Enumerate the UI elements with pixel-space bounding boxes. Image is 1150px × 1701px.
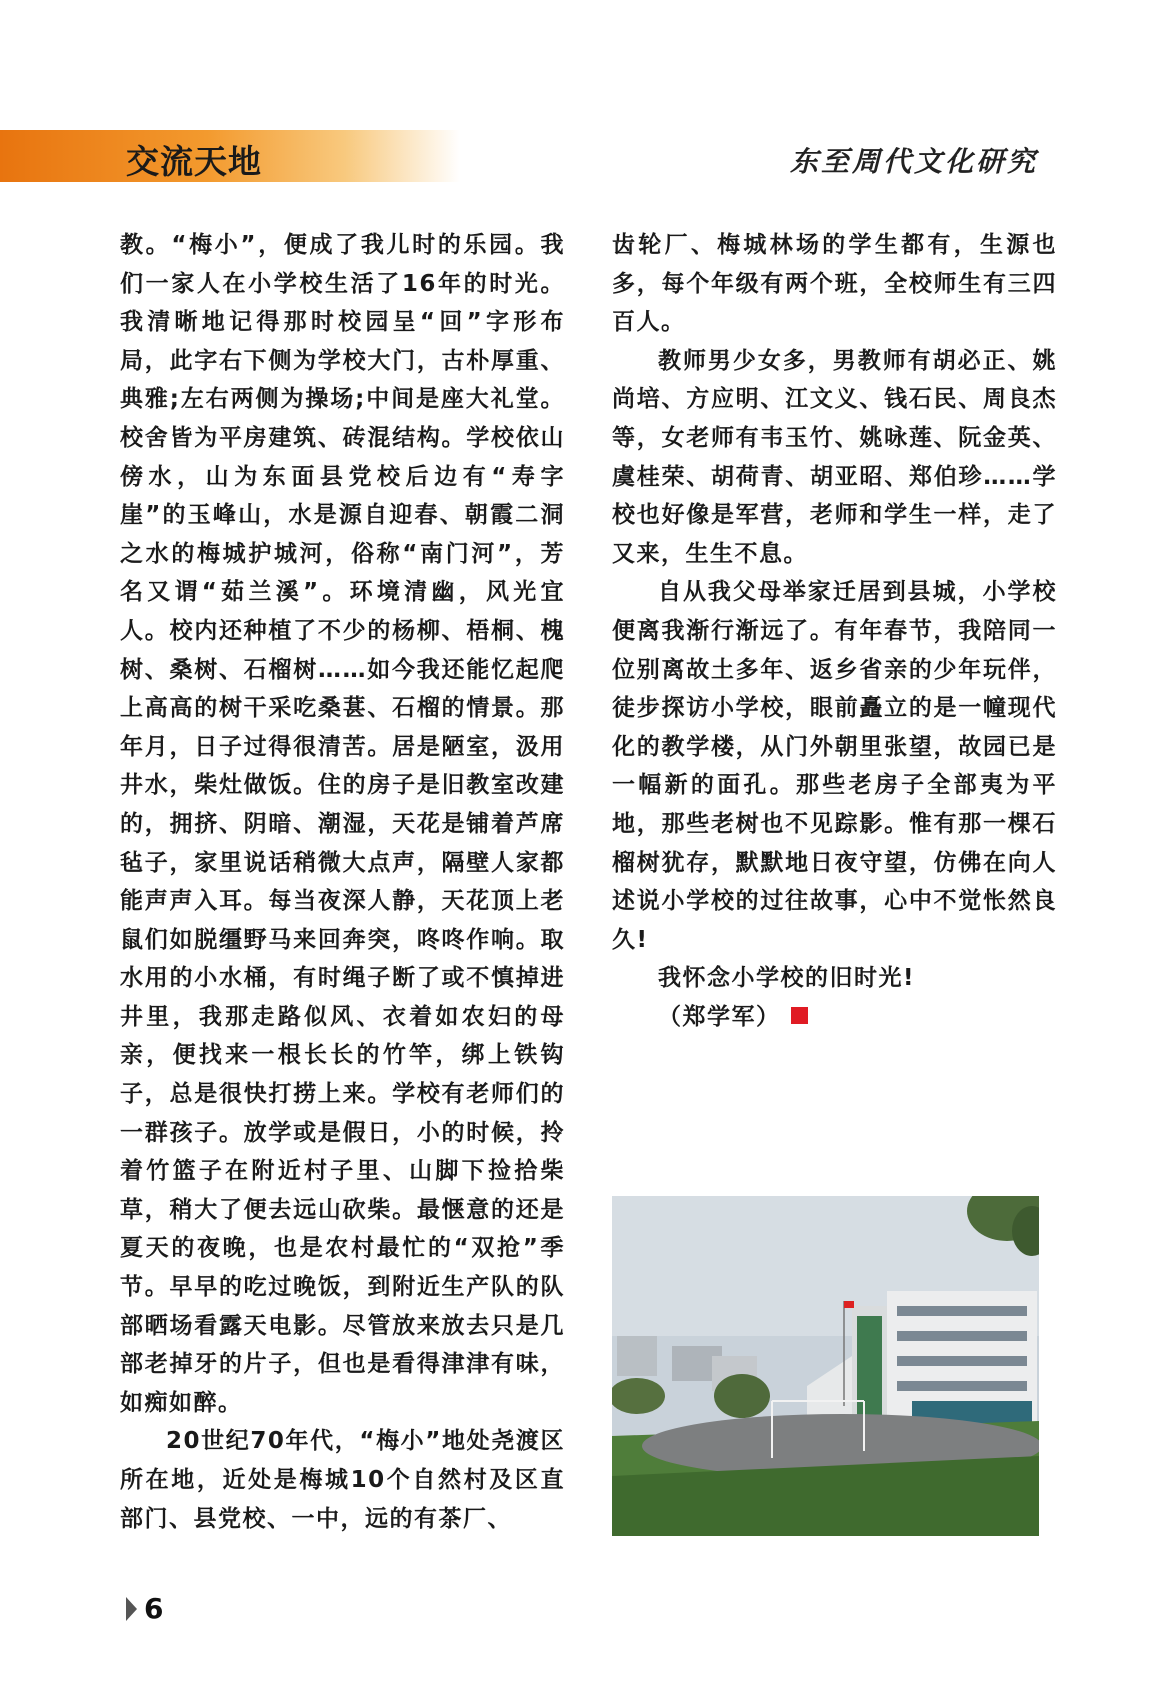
paragraph: 我怀念小学校的旧时光! [658,965,915,992]
end-mark-icon [791,1007,808,1024]
paragraph: 20世纪70年代，“梅小”地处尧渡区所在地，近处是梅城10个自然村及区直部门、县党校、一中，远的有茶厂、 [120,1428,565,1532]
paragraph: 教师男少女多，男教师有胡必正、姚尚培、方应明、江文义、钱石民、周良杰等，女老师有韦玉竹、姚咏莲、阮金英、虞桂荣、胡荷青、胡亚昭、郑伯珍……学校也好像是军营，老师和学生一样，走了又来，生生不息。 [612,347,1057,567]
school-building-photo [612,1196,1039,1536]
journal-name: 东至周代文化研究 [789,145,1038,178]
author-line [612,998,1057,1037]
right-text-column [612,226,1057,1036]
paragraph: 自从我父母举家迁居到县城，小学校便离我渐行渐远了。有年春节，我陪同一位别离故土多年、返乡省亲的少年玩伴，徒步探访小学校，眼前矗立的是一幢现代化的教学楼，从门外朝里张望，故园已是一幅新的面孔。那些老房子全部夷为平地，那些老树也不见踪影。惟有那一棵石榴树犹存，默默地日夜守望，仿佛在向人述说小学校的过往故事，心中不觉怅然良久! [612,579,1057,953]
author-name: （郑学军） [658,1003,781,1030]
left-text-column [120,226,565,1538]
page-number [128,1592,163,1625]
page-number-value: 6 [144,1592,164,1625]
paragraph: 齿轮厂、梅城林场的学生都有，生源也多，每个年级有两个班，全校师生有三四百人。 [612,232,1057,336]
section-title: 交流天地 [126,142,262,181]
school-photo-illustration [612,1196,1039,1536]
paragraph: 教。“梅小”，便成了我儿时的乐园。我们一家人在小学校生活了16年的时光。我清晰地记得那时校园呈“回”字形布局，此字右下侧为学校大门，古朴厚重、典雅;左右两侧为操场;中间是座大礼堂。校舍皆为平房建筑、砖混结构。学校依山傍水，山为东面县党校后边有“寿字崖”的玉峰山，水是源自迎春、朝霞二洞之水的梅城护城河，俗称“南门河”，芳名又谓“茹兰溪”。环境清幽，风光宜人。校内还种植了不少的杨柳、梧桐、槐树、桑树、石榴树……如今我还能忆起爬上高高的树干采吃桑葚、石榴的情景。那年月，日子过得很清苦。居是陋室，汲用井水，柴灶做饭。住的房子是旧教室改建的，拥挤、阴暗、潮湿，天花是铺着芦席毡子，家里说话稍微大点声，隔壁人家都能声声入耳。每当夜深人静，天花顶上老鼠们如脱缰野马来回奔突，咚咚作响。取水用的小水桶，有时绳子断了或不慎掉进井里，我那走路似风、衣着如农妇的母亲，便找来一根长长的竹竿，绑上铁钩子，总是很快打捞上来。学校有老师们的一群孩子。放学或是假日，小的时候，拎着竹篮子在附近村子里、山脚下捡拾柴草，稍大了便去远山砍柴。最惬意的还是夏天的夜晚，也是农村最忙的“双抢”季节。早早的吃过晚饭，到附近生产队的队部晒场看露天电影。尽管放来放去只是几部老掉牙的片子，但也是看得津津有味，如痴如醉。 [120,232,565,1416]
